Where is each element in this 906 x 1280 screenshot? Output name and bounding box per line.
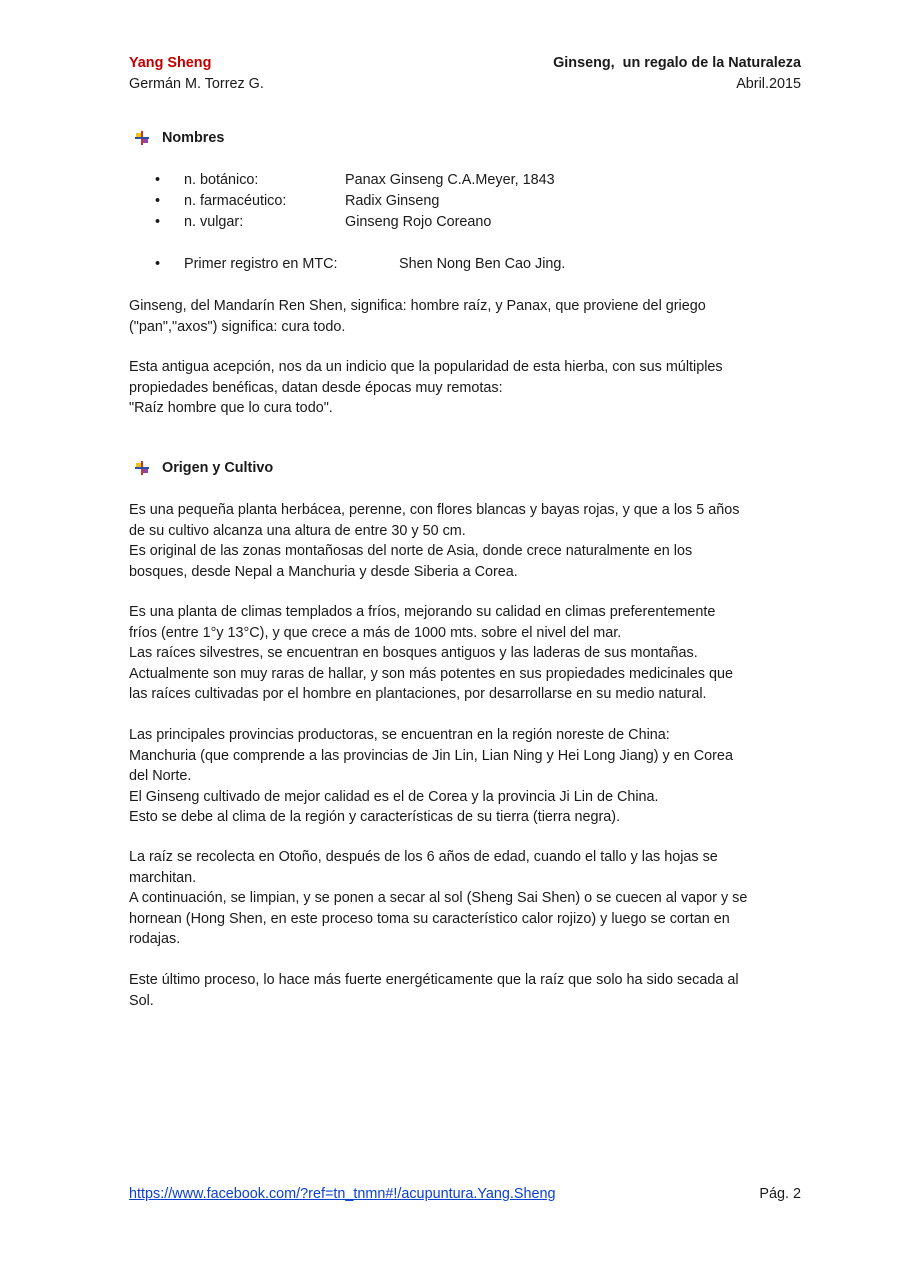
paragraph xyxy=(129,357,779,419)
registro-value: Shen Nong Ben Cao Jing. xyxy=(399,256,566,272)
colored-bullet-icon xyxy=(134,130,150,146)
name-value: Radix Ginseng xyxy=(345,193,440,209)
text-line: rodajas. xyxy=(129,931,181,947)
header-date: Abril.2015 xyxy=(736,76,801,92)
paragraph xyxy=(129,602,779,705)
text-line: Las principales provincias productoras, se encuentran en la región noreste de China: xyxy=(129,727,670,743)
paragraph xyxy=(129,970,779,1011)
paragraph xyxy=(129,725,779,828)
section-heading-nombres xyxy=(134,130,224,146)
text-line: bosques, desde Nepal a Manchuria y desde Siberia a Corea. xyxy=(129,563,518,580)
name-label: n. botánico: xyxy=(184,172,259,188)
text-line: Las raíces silvestres, se encuentran en bosques antiguos y las laderas de sus montañas. xyxy=(129,645,698,661)
text-line: Es una planta de climas templados a fríos, mejorando su calidad en climas preferentemente xyxy=(129,604,716,620)
section-heading-text: Origen y Cultivo xyxy=(162,460,274,476)
text-line: Es original de las zonas montañosas del norte de Asia, donde crece naturalmente en los xyxy=(129,543,693,559)
colored-bullet-icon xyxy=(134,460,150,476)
text-line: Es una pequeña planta herbácea, perenne, con flores blancas y bayas rojas, y que a los 5 años xyxy=(129,502,740,518)
text-line: Ginseng, del Mandarín Ren Shen, significa: hombre raíz, y Panax, que proviene del griego xyxy=(129,298,706,314)
section-heading-origen xyxy=(134,460,273,476)
bullet-icon: • xyxy=(155,193,161,209)
page-number: Pág. 2 xyxy=(759,1186,801,1202)
name-label: n. farmacéutico: xyxy=(184,193,287,209)
text-line: Esta antigua acepción, nos da un indicio que la popularidad de esta hierba, con sus múltiples xyxy=(129,359,723,375)
paragraph xyxy=(129,500,779,582)
text-line: marchitan. xyxy=(129,869,197,886)
text-line: ("pan","axos") significa: cura todo. xyxy=(129,318,346,335)
text-line: fríos (entre 1°y 13°C), y que crece a más de 1000 mts. sobre el nivel del mar. xyxy=(129,624,622,641)
name-value: Ginseng Rojo Coreano xyxy=(345,214,492,230)
text-line: El Ginseng cultivado de mejor calidad es el de Corea y la provincia Ji Lin de China. xyxy=(129,788,659,805)
text-line: Este último proceso, lo hace más fuerte energéticamente que la raíz que solo ha sido secada al xyxy=(129,972,739,988)
text-line: A continuación, se limpian, y se ponen a secar al sol (Sheng Sai Shen) o se cuecen al vapor y se xyxy=(129,890,748,906)
text-line: del Norte. xyxy=(129,768,192,784)
text-line: Actualmente son muy raras de hallar, y son más potentes en sus propiedades medicinales que xyxy=(129,665,733,682)
text-line: de su cultivo alcanza una altura de entre 30 y 50 cm. xyxy=(129,522,466,539)
text-line: Manchuria (que comprende a las provincias de Jin Lin, Lian Ning y Hei Long Jiang) y en Corea xyxy=(129,747,733,764)
section-heading-text: Nombres xyxy=(162,130,225,146)
text-line: Sol. xyxy=(129,992,154,1009)
bullet-icon: • xyxy=(155,172,161,188)
registro-label: Primer registro en MTC: xyxy=(184,256,338,272)
text-line: las raíces cultivadas por el hombre en plantaciones, por desarrollarse en su medio natural. xyxy=(129,686,707,702)
footer-facebook-link[interactable]: https://www.facebook.com/?ref=tn_tnmn#!/acupuntura.Yang.Sheng xyxy=(129,1186,556,1202)
name-value: Panax Ginseng C.A.Meyer, 1843 xyxy=(345,172,555,188)
text-line: propiedades benéficas, datan desde épocas muy remotas: xyxy=(129,379,503,396)
paragraph xyxy=(129,847,779,950)
bullet-icon: • xyxy=(155,214,161,230)
bullet-icon: • xyxy=(155,256,161,272)
header-site-title: Yang Sheng xyxy=(129,55,212,71)
paragraph xyxy=(129,296,779,337)
text-line: "Raíz hombre que lo cura todo". xyxy=(129,400,333,416)
text-line: hornean (Hong Shen, en este proceso toma su característico calor rojizo) y luego se cortan en xyxy=(129,910,730,927)
header-doc-title: Ginseng, un regalo de la Naturaleza xyxy=(553,55,801,71)
name-label: n. vulgar: xyxy=(184,214,244,230)
text-line: Esto se debe al clima de la región y características de su tierra (tierra negra). xyxy=(129,809,621,825)
header-author: Germán M. Torrez G. xyxy=(129,76,264,92)
text-line: La raíz se recolecta en Otoño, después de los 6 años de edad, cuando el tallo y las hojas se xyxy=(129,849,718,865)
